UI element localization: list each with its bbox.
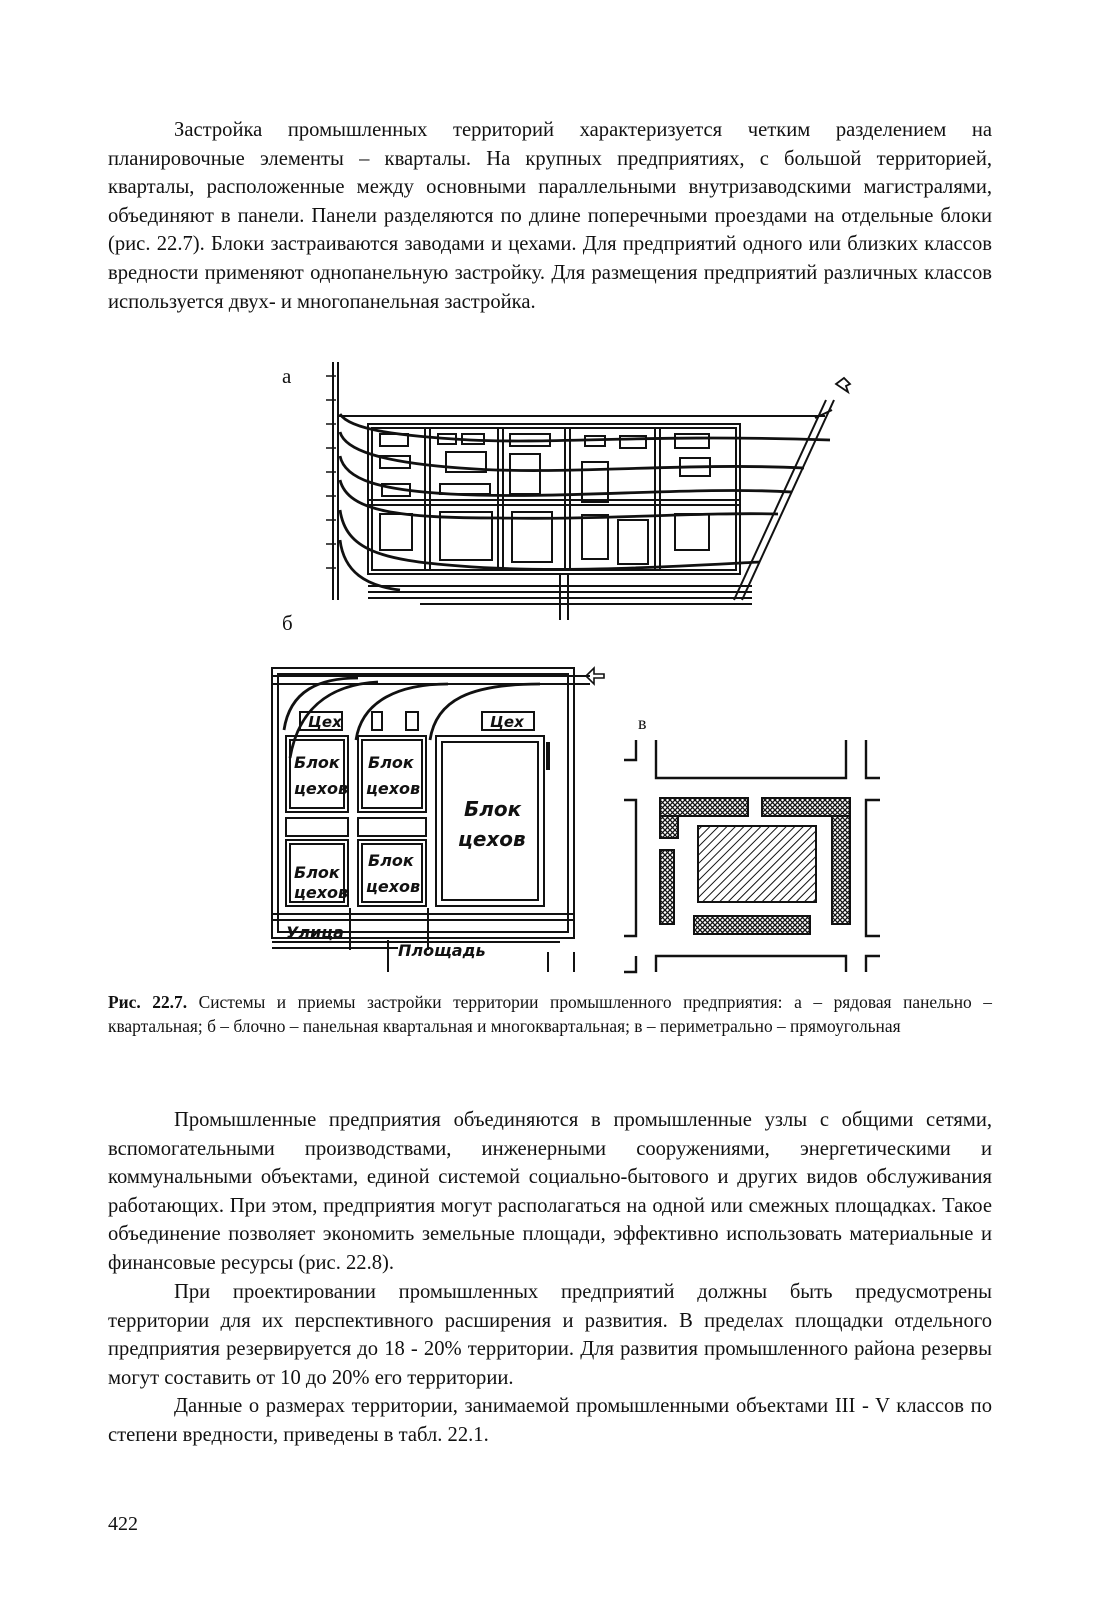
plan-b-ulitsa: Улица [286,923,344,942]
plan-b-blok-3: Блок [464,797,522,821]
plan-b-blok-2: Блок [368,753,414,772]
figure-label-a: а [282,364,292,388]
plan-b-tsehov-1: цехов [294,779,349,798]
plan-b-tseh-1: Цех [308,713,342,731]
figure-caption [108,990,992,1038]
plan-b-tsehov-4: цехов [294,883,349,902]
plan-b-blok-4: Блок [294,863,340,882]
figure-label-b: б [282,611,293,635]
page-number: 422 [108,1513,138,1535]
plan-v-buildings [660,798,850,934]
plan-a [326,362,850,620]
paragraph-4: Данные о размерах территории, занимаемой промышленными объектами III - V классов по степени вредности, приведены в табл. 22.1. [108,1395,992,1446]
plan-b-tsehov-2: цехов [366,779,421,798]
paragraph-2: Промышленные предприятия объединяются в промышленные узлы с общими сетями, вспомогательными производствами, инженерными сооружениями, энергетическими и коммунальными объектами, единой системой социально-бытового и других видов обслуживания работающих. При этом, предприятия могут располагаться на одной или смежных площадках. Такое объединение позволяет экономить земельные площади, эффективно использовать материальные и финансовые ресурсы (рис. 22.8). [108,1109,992,1274]
caption-text: Системы и приемы застройки территории промышленного предприятия: а – рядовая панельно – квартальная; б – блочно – панельная квартальная и многоквартальная; в – периметрально – прямоугольная [108,992,993,1036]
paragraph-1: Застройка промышленных территорий характеризуется четким разделением на планировочные элементы – кварталы. На крупных предприятиях, с большой территорией, кварталы, расположенные между основными параллельными внутризаводскими магистралями, объединяют в панели. Панели разделяются по длине поперечными проездами на отдельные блоки (рис. 22.7). Блоки застраиваются заводами и цехами. Для предприятий одного или близких классов вредности применяют однопанельную застройку. Для размещения предприятий различных классов используется двух- и многопанельная застройка. [108,119,992,313]
plan-b-ploshchad: Площадь [398,941,486,960]
plan-b-tsehov-3: цехов [458,827,526,851]
plan-b-blok-1: Блок [294,753,340,772]
caption-number: Рис. 22.7. [108,992,188,1012]
plan-b-tsehov-5: цехов [366,877,421,896]
figure-label-v: в [638,713,647,733]
plan-b-tseh-2: Цех [490,713,524,731]
paragraph-3: При проектировании промышленных предприятий должны быть предусмотрены территории для их перспективного расширения и развития. В пределах площадки отдельного предприятия резервируется до 18 - 20% территории. Для развития промышленного района резервы могут составить от 10 до 20% его территории. [108,1281,992,1389]
plan-b-blok-5: Блок [368,851,414,870]
